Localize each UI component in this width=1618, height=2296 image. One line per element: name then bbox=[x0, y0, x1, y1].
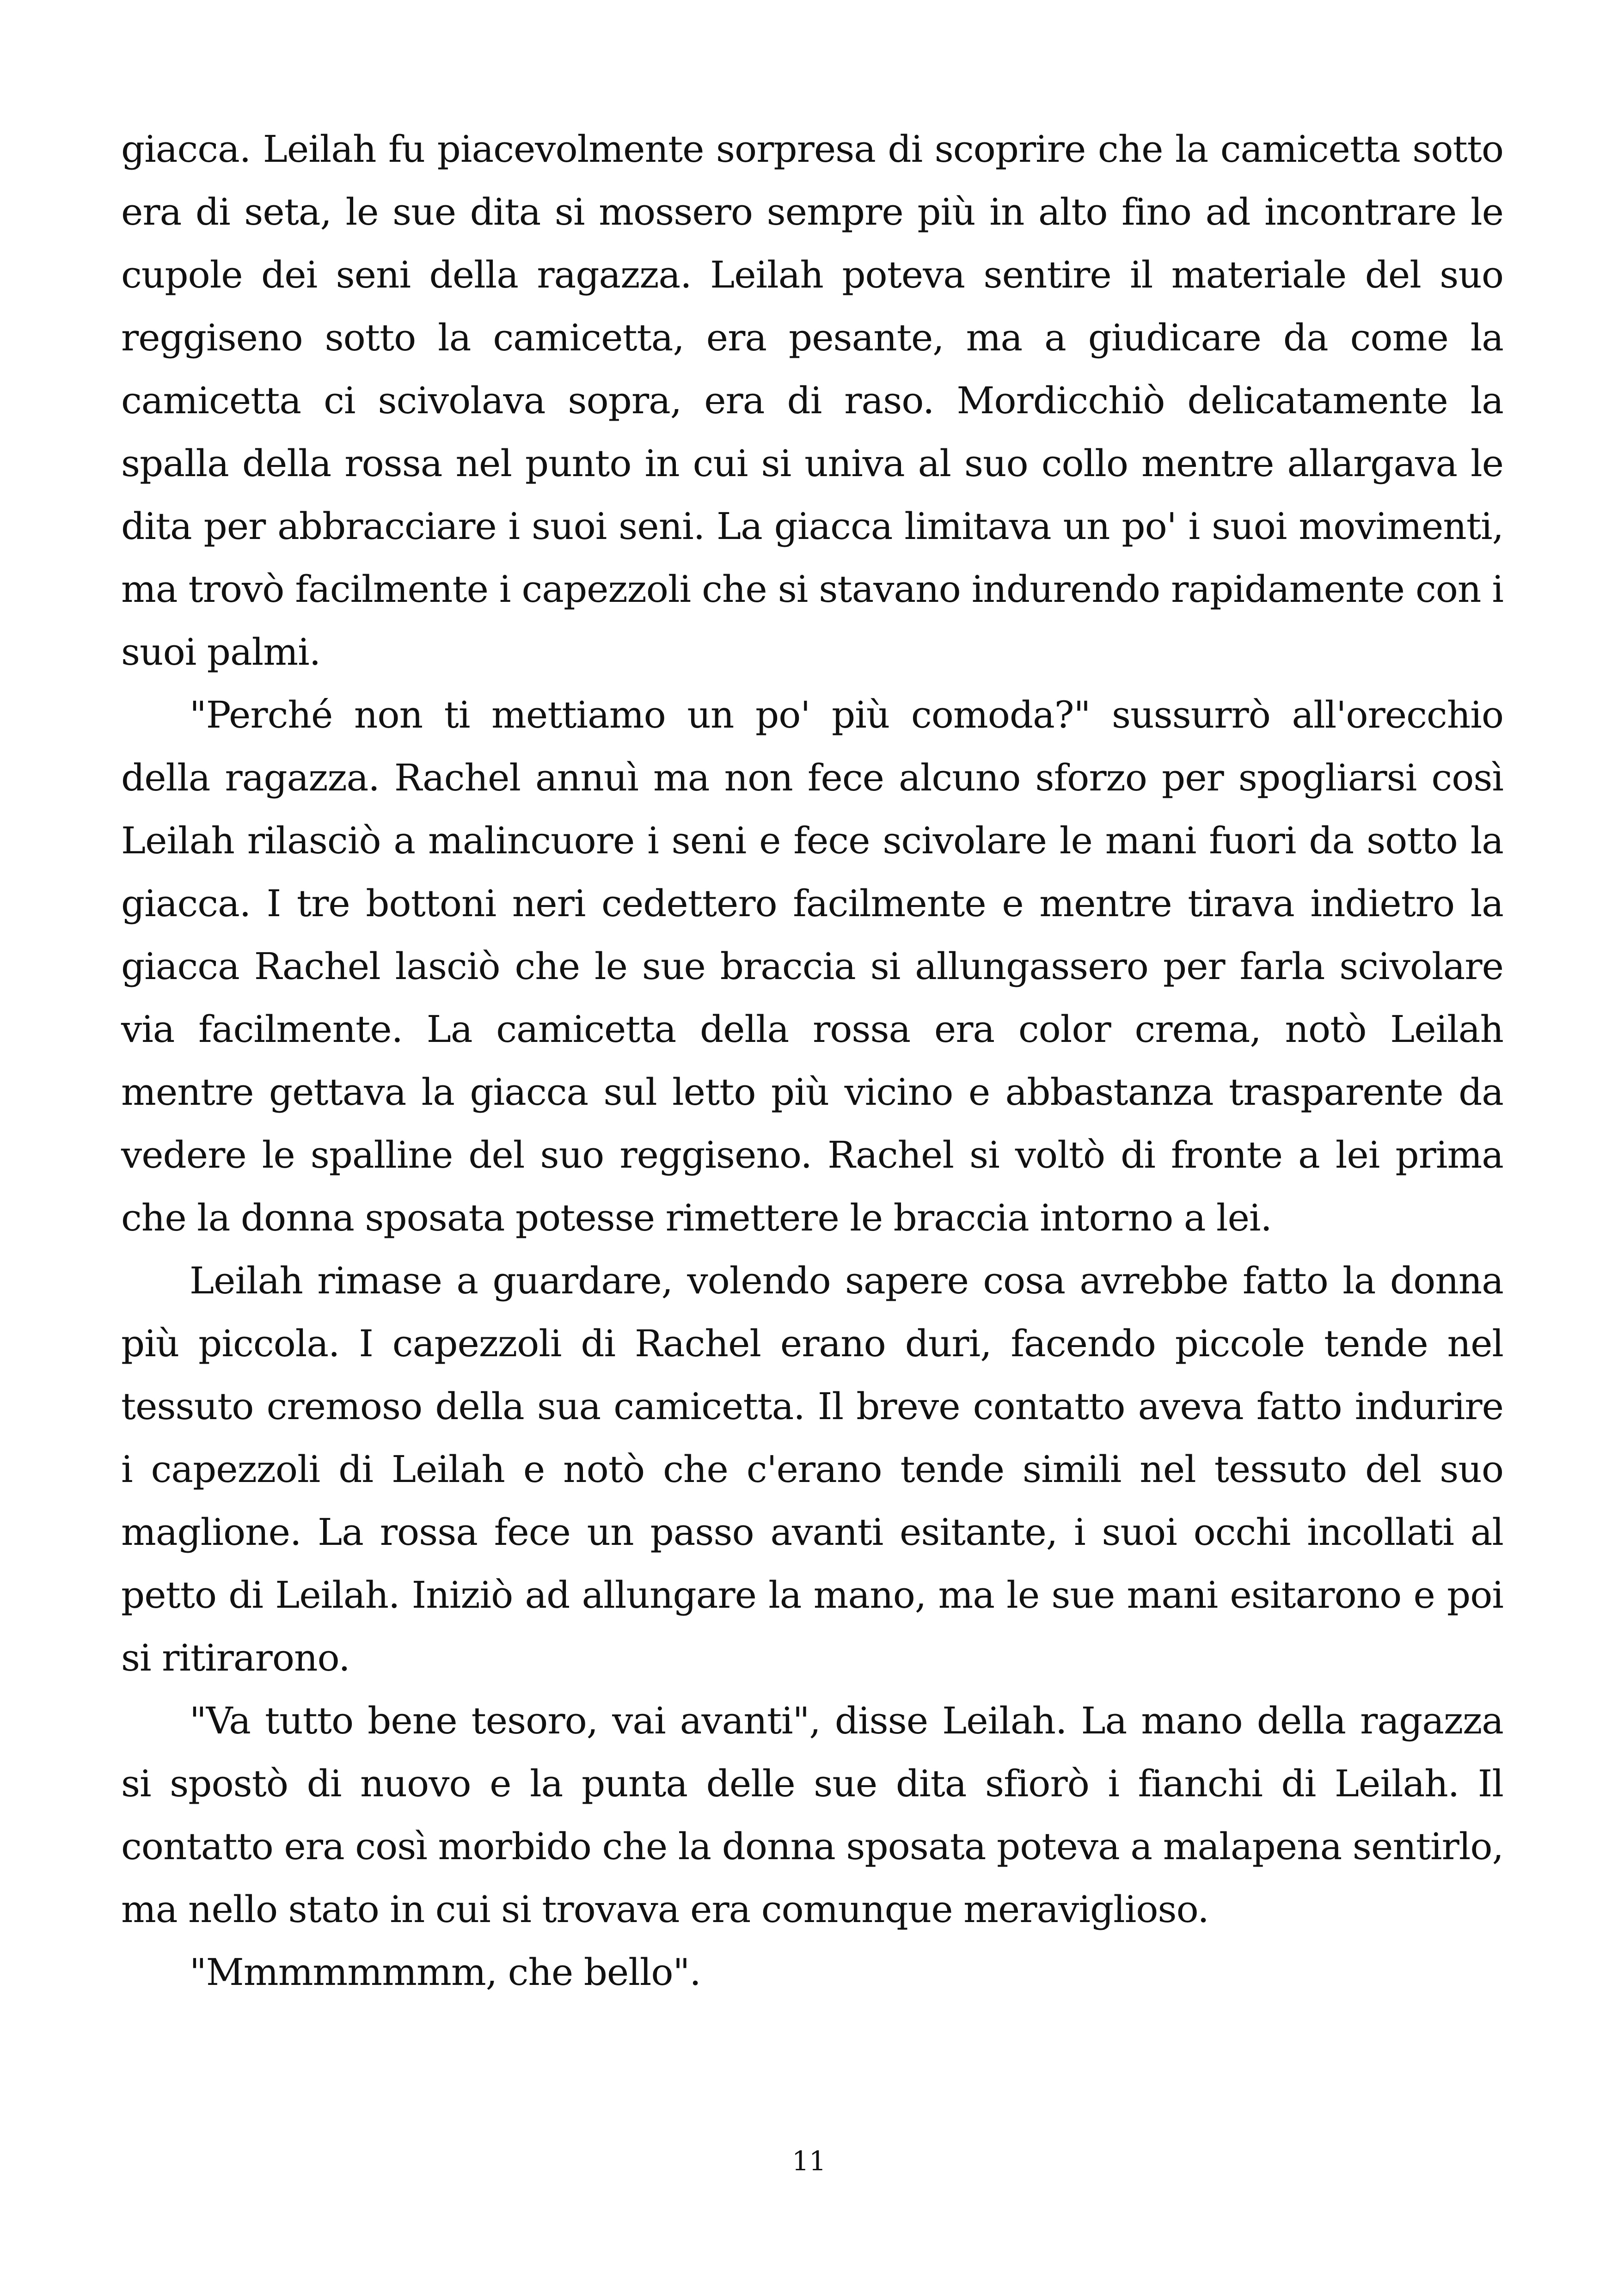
paragraph: "Perché non ti mettiamo un po' più comoda?" sussurrò all'orecchio della ragazza. Rachel annuì ma non fece alcuno sforzo per spogliarsi così Leilah rilasciò a malincuore i seni e fece scivolare le mani fuori da sotto la giacca. I tre bottoni neri cedettero facilmente e mentre tirava indietro la giacca Rachel lasciò che le sue braccia si allungassero per farla scivolare via facilmente. La camicetta della rossa era color crema, notò Leilah mentre gettava la giacca sul letto più vicino e abbastanza trasparente da vedere le spalline del suo reggiseno. Rachel si voltò di fronte a lei prima che la donna sposata potesse rimettere le braccia intorno a lei. bbox=[121, 693, 1503, 1239]
page-number: 11 bbox=[792, 2145, 826, 2177]
paragraph: "Va tutto bene tesoro, vai avanti", disse Leilah. La mano della ragazza si spostò di nuovo e la punta delle sue dita sfiorò i fianchi di Leilah. Il contatto era così morbido che la donna sposata poteva a malapena sentirlo, ma nello stato in cui si trovava era comunque meraviglioso. bbox=[121, 1699, 1503, 1931]
body-text bbox=[121, 118, 1503, 2004]
paragraph: "Mmmmmmmm, che bello". bbox=[190, 1951, 701, 1994]
paragraph: giacca. Leilah fu piacevolmente sorpresa di scoprire che la camicetta sotto era di seta, le sue dita si mossero sempre più in alto fino ad incontrare le cupole dei seni della ragazza. Leilah poteva sentire il materiale del suo reggiseno sotto la camicetta, era pesante, ma a giudicare da come la camicetta ci scivolava sopra, era di raso. Mordicchiò delicatamente la spalla della rossa nel punto in cui si univa al suo collo mentre allargava le dita per abbracciare i suoi seni. La giacca limitava un po' i suoi movimenti, ma trovò facilmente i capezzoli che si stavano indurendo rapidamente con i suoi palmi. bbox=[121, 128, 1503, 673]
paragraph: Leilah rimase a guardare, volendo sapere cosa avrebbe fatto la donna più piccola. I capezzoli di Rachel erano duri, facendo piccole tende nel tessuto cremoso della sua camicetta. Il breve contatto aveva fatto indurire i capezzoli di Leilah e notò che c'erano tende simili nel tessuto del suo maglione. La rossa fece un passo avanti esitante, i suoi occhi incollati al petto di Leilah. Iniziò ad allungare la mano, ma le sue mani esitarono e poi si ritirarono. bbox=[121, 1259, 1503, 1679]
